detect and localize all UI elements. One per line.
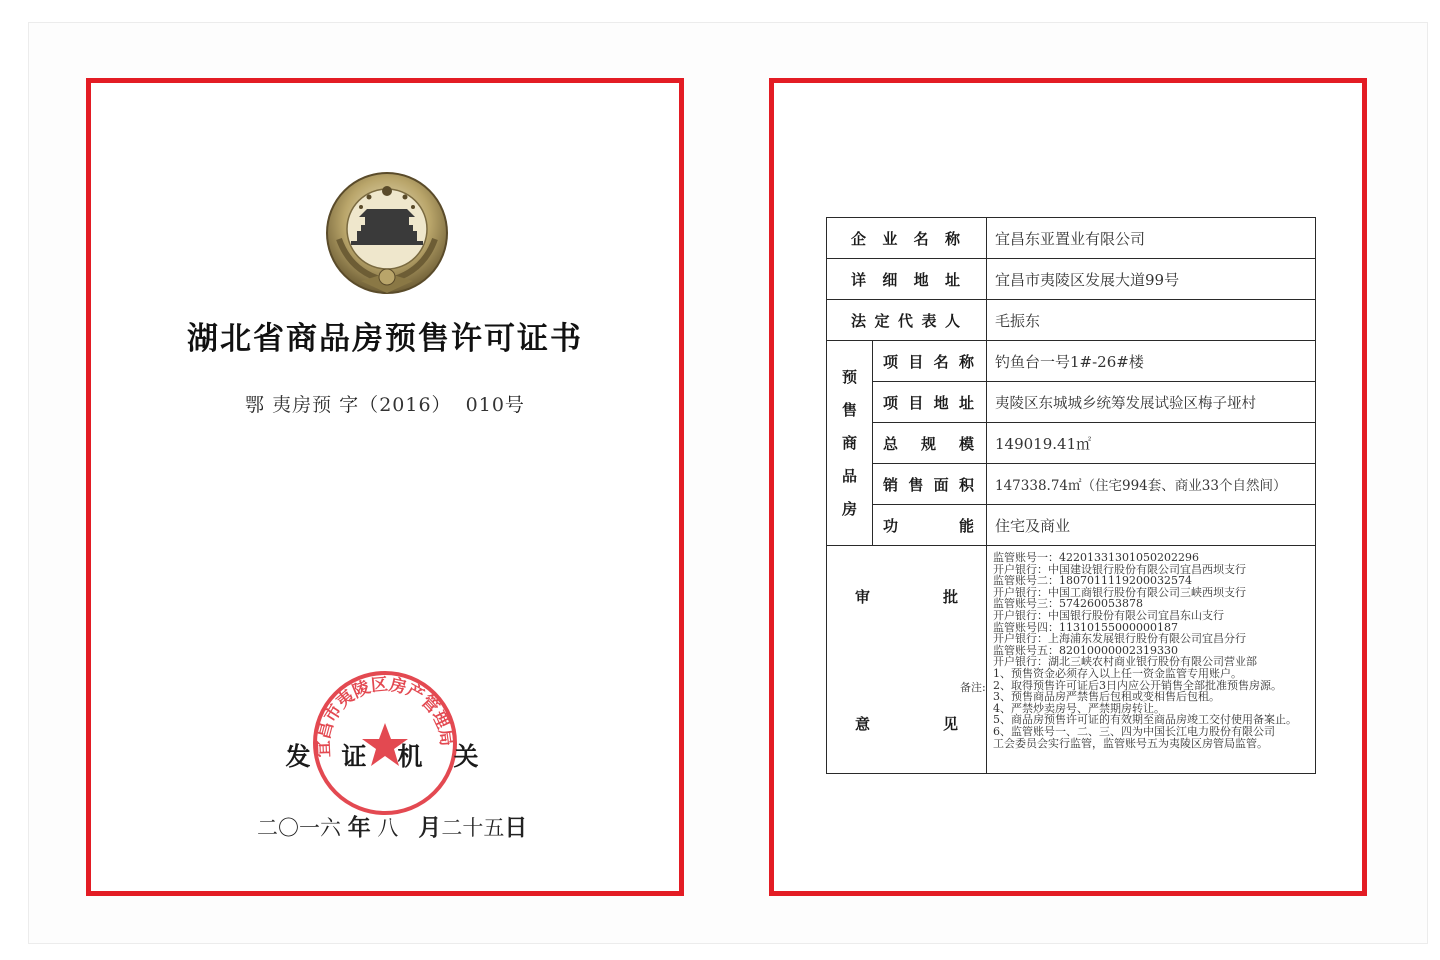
address-value: 宜昌市夷陵区发展大道99号 [987, 259, 1316, 300]
group-char: 商 [841, 433, 857, 452]
table-row [827, 341, 1316, 382]
project-name-label: 项目名称 [873, 341, 987, 382]
issuer-char: 发 [285, 742, 313, 771]
issuer-char: 关 [453, 742, 481, 771]
date-year-unit: 年 [347, 815, 371, 841]
note-line: 3、预售商品房严禁售后包租或变相售后包租。 [993, 690, 1220, 704]
legal-rep-value: 毛振东 [987, 300, 1316, 341]
note-line: 6、监管账号一、二、三、四为中国长江电力股份有限公司 [993, 724, 1275, 738]
function-label: 功能 [873, 505, 987, 546]
note-line: 5、商品房预售许可证的有效期至商品房竣工交付使用备案止。 [993, 713, 1297, 727]
presale-group-label [827, 341, 873, 546]
certificate-title: 湖北省商品房预售许可证书 [187, 321, 583, 357]
company-name-value: 宜昌东亚置业有限公司 [987, 218, 1316, 259]
project-address-value: 夷陵区东城城乡统筹发展试验区梅子垭村 [987, 382, 1316, 423]
note-line: 监管账号二：1807011119200032574 [993, 574, 1192, 588]
group-char: 品 [841, 466, 857, 485]
certificate-number [91, 390, 679, 417]
company-name-label: 企业名称 [827, 218, 987, 259]
note-line: 1、预售资金必须存入以上任一资金监管专用账户。 [993, 666, 1242, 680]
group-char: 售 [841, 400, 857, 419]
cert-suffix: 号 [504, 394, 525, 416]
table-row [827, 382, 1316, 423]
cert-number-value: 010 [465, 394, 505, 416]
legal-rep-label: 法定代表人 [827, 300, 987, 341]
issuer-char: 机 [397, 742, 425, 771]
date-day-unit: 日 [504, 815, 528, 841]
seal-text: 宜昌市夷陵区房产管理局 [313, 674, 457, 758]
approval-opinion-label [827, 546, 987, 774]
table-row [827, 546, 1316, 774]
certificate-cover-page [86, 78, 684, 896]
note-line: 4、严禁炒卖房号、严禁期房转让。 [993, 701, 1165, 715]
table-row [827, 423, 1316, 464]
issuer-char: 证 [341, 742, 369, 771]
total-scale-label: 总规模 [873, 423, 987, 464]
group-char: 房 [841, 499, 857, 518]
cert-close: ） [431, 394, 452, 416]
remark-label: 备注: [960, 681, 986, 694]
issue-date [257, 809, 527, 842]
note-line: 监管账号三：574260053878 [993, 597, 1143, 611]
details-table [826, 217, 1316, 774]
note-line: 监管账号四：11310155000000187 [993, 620, 1178, 634]
approval-label: 审批 [855, 588, 958, 606]
sales-area-label: 销售面积 [873, 464, 987, 505]
opinion-label: 意见 [855, 715, 958, 733]
address-label: 详细地址 [827, 259, 987, 300]
date-day: 二十五 [441, 816, 505, 840]
project-address-label: 项目地址 [873, 382, 987, 423]
note-line: 开户银行：湖北三峡农村商业银行股份有限公司营业部 [993, 655, 1257, 669]
date-month: 八 [377, 816, 399, 840]
issuing-authority [271, 737, 495, 773]
table-row [827, 464, 1316, 505]
note-line: 监管账号一：42201331301050202296 [993, 551, 1199, 564]
note-line: 开户银行：上海浦东发展银行股份有限公司宜昌分行 [993, 632, 1246, 646]
certificate-details-page [769, 78, 1367, 896]
group-char: 预 [841, 367, 857, 386]
table-row [827, 218, 1316, 259]
sales-area-value: 147338.74㎡（住宅994套、商业33个自然间） [987, 464, 1316, 505]
note-line: 开户银行：中国建设银行股份有限公司宜昌西坝支行 [993, 562, 1246, 576]
table-row [827, 505, 1316, 546]
note-line: 监管账号五：82010000002319330 [993, 643, 1178, 657]
table-row [827, 300, 1316, 341]
note-line: 开户银行：中国银行股份有限公司宜昌东山支行 [993, 608, 1224, 622]
date-month-unit: 月 [418, 815, 442, 841]
project-name-value: 钓鱼台一号1#-26#楼 [987, 341, 1316, 382]
note-line: 工会委员会实行监管，监管账号五为夷陵区房管局监管。 [993, 736, 1268, 750]
cert-handwritten-code: 夷房预 [272, 394, 333, 416]
note-line: 开户银行：中国工商银行股份有限公司三峡西坝支行 [993, 585, 1246, 599]
national-emblem-icon [321, 169, 453, 301]
note-line: 2、取得预售许可证后3日内应公开销售全部批准预售房源。 [993, 678, 1282, 692]
date-year: 二〇一六 [257, 816, 341, 840]
total-scale-value: 149019.41㎡ [987, 423, 1316, 464]
cert-prefix: 鄂 [245, 394, 266, 416]
table-row [827, 259, 1316, 300]
cert-year: 2016 [379, 394, 432, 416]
approval-notes [987, 546, 1316, 774]
function-value: 住宅及商业 [987, 505, 1316, 546]
cert-mid: 字（ [339, 394, 380, 416]
